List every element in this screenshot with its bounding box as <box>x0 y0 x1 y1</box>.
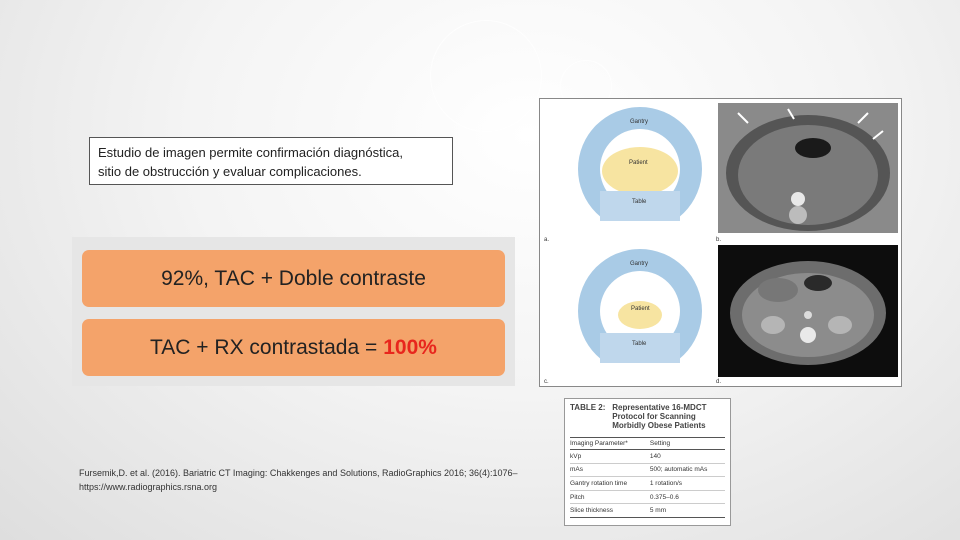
table-row <box>570 477 725 491</box>
ct-scan-b <box>718 103 898 233</box>
patient-label-a: Patient <box>629 160 648 166</box>
table-cell: Pitch <box>570 490 644 504</box>
patient-shape-icon <box>602 147 678 195</box>
table-label-c: Table <box>632 341 647 347</box>
table-cell: 140 <box>644 450 725 464</box>
table-title-line-2: Protocol for Scanning <box>612 412 696 421</box>
panel-label-a: a. <box>544 237 550 243</box>
stat-row-2-text: TAC + RX contrastada = <box>150 335 378 359</box>
table-cell: mAs <box>570 463 644 477</box>
table-tag: TABLE 2: <box>570 403 606 412</box>
table-cell: 0.375–0.6 <box>644 490 725 504</box>
table-row <box>570 450 725 464</box>
table-header-parameter: Imaging Parameter* <box>570 438 644 450</box>
table-cell: 500; automatic mAs <box>644 463 725 477</box>
table-title-line-3: Morbidly Obese Patients <box>612 421 706 430</box>
table-row <box>570 504 725 518</box>
table-heading <box>570 403 706 430</box>
table-cell: 5 mm <box>644 504 725 518</box>
table-title-line-1: Representative 16-MDCT <box>612 403 707 412</box>
ct-scan-d <box>718 245 898 377</box>
table-header-setting: Setting <box>644 438 725 450</box>
summary-line-1: Estudio de imagen permite confirmación diagnóstica, <box>98 145 403 160</box>
gantry-label-a: Gantry <box>630 119 649 125</box>
panel-label-d: d. <box>716 379 722 385</box>
ct-figure <box>539 98 902 387</box>
panel-label-c: c. <box>544 379 549 385</box>
table-label-a: Table <box>632 199 647 205</box>
stat-row-double-contrast <box>82 250 505 307</box>
table-cell: 1 rotation/s <box>644 477 725 491</box>
patient-label-c: Patient <box>631 306 650 312</box>
table-cell: Gantry rotation time <box>570 477 644 491</box>
stat-row-2-value: 100% <box>383 335 437 359</box>
gantry-label-c: Gantry <box>630 261 649 267</box>
stat-row-1-text: 92%, TAC + Doble contraste <box>161 266 426 290</box>
citation-line-1: Fursemik,D. et al. (2016). Bariatric CT Imaging: Chakkenges and Solutions, RadioGraphics 2016; 36(4):1076– <box>79 468 518 478</box>
stats-panel <box>72 237 515 386</box>
table-cell: kVp <box>570 450 644 464</box>
table-shape-icon <box>600 191 680 221</box>
background-ring <box>430 20 542 132</box>
panel-label-b: b. <box>716 237 722 243</box>
citation <box>79 466 518 494</box>
table-cell: Slice thickness <box>570 504 644 518</box>
citation-url: https://www.radiographics.rsna.org <box>79 482 218 492</box>
stat-row-contrast-rx <box>82 319 505 376</box>
summary-textbox <box>89 137 453 185</box>
summary-line-2: sitio de obstrucción y evaluar complicaciones. <box>98 164 362 179</box>
table-row <box>570 463 725 477</box>
protocol-table-figure <box>564 398 731 526</box>
table-row <box>570 490 725 504</box>
table-shape-icon <box>600 333 680 363</box>
protocol-table <box>570 437 725 518</box>
